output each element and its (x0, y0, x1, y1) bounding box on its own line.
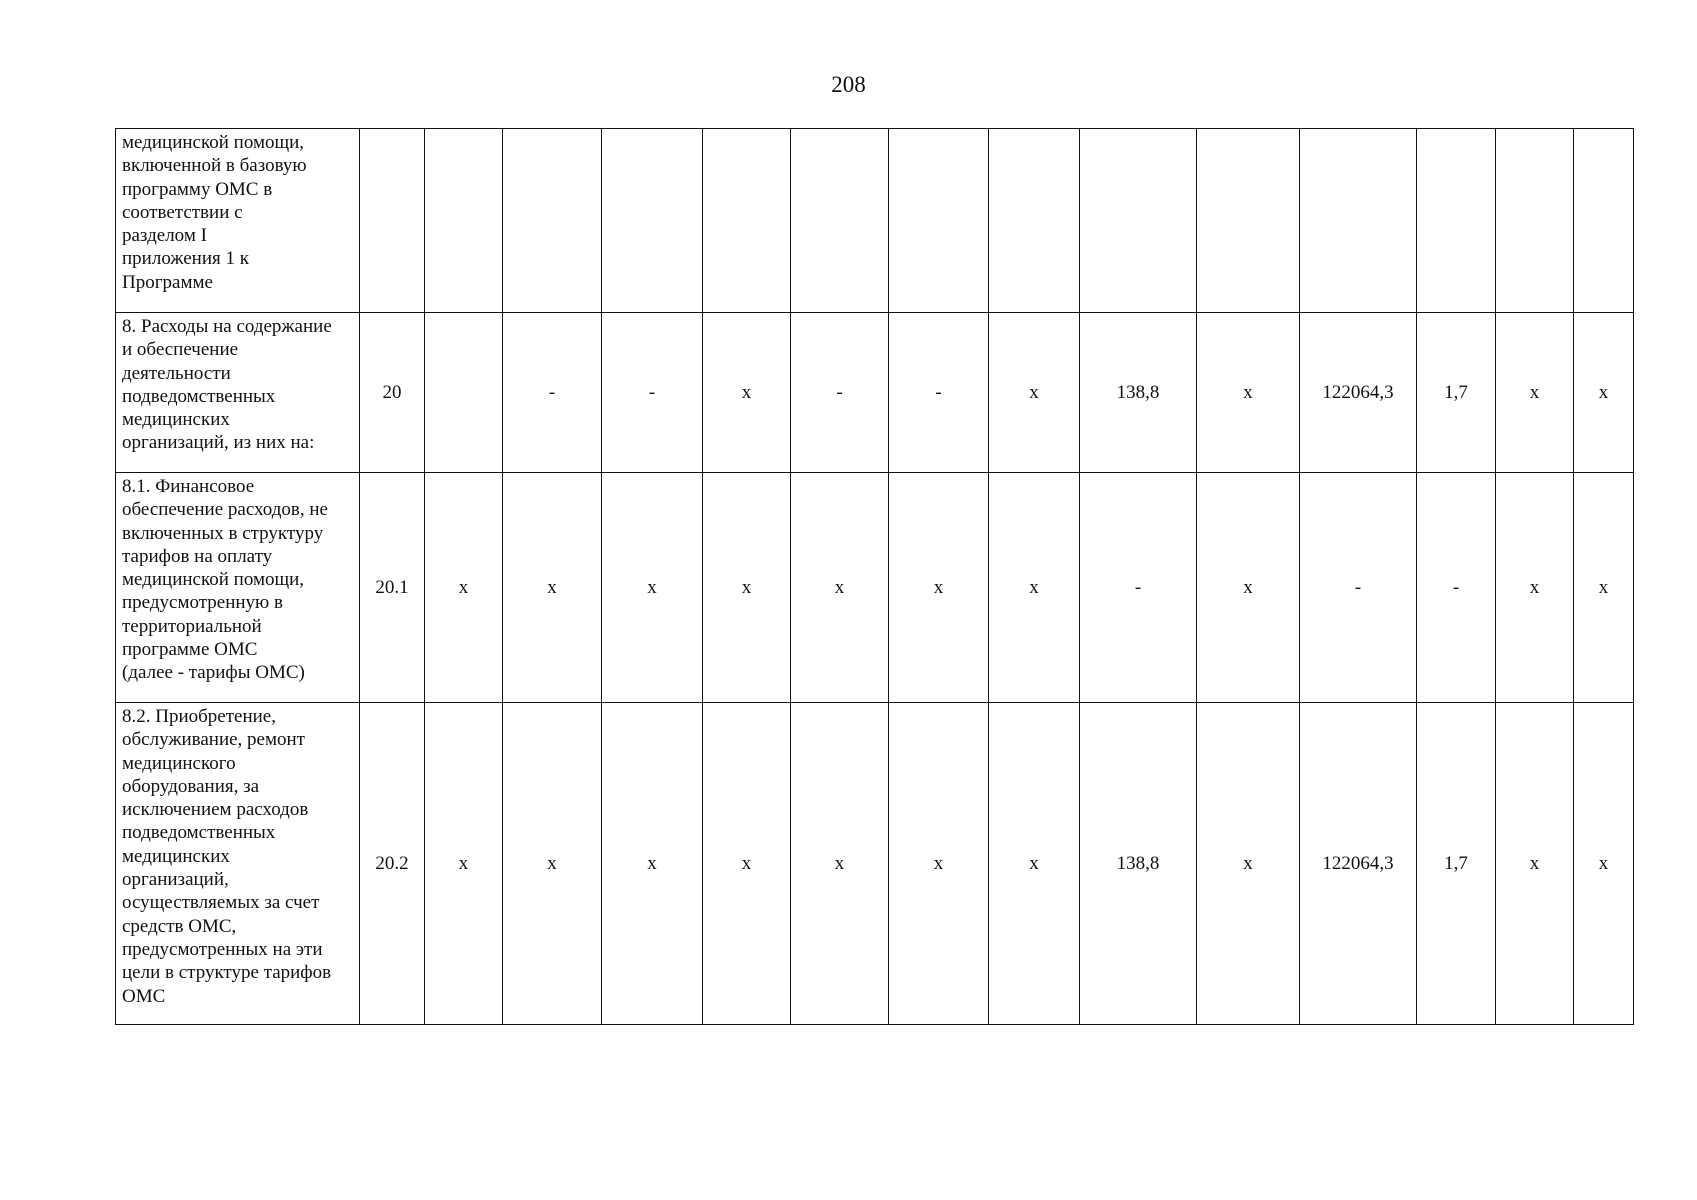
cell-c6: - (889, 313, 989, 473)
cell-c10: - (1300, 473, 1417, 703)
cell-c7: x (989, 473, 1080, 703)
cell-c8: 138,8 (1080, 703, 1197, 1025)
cell-c8: 138,8 (1080, 313, 1197, 473)
cell-c2: x (503, 703, 602, 1025)
row-description: 8.2. Приобретение, обслуживание, ремонт медицинского оборудования, за исключением расходов подведомственных медицинских организаций, осуществляемых за счет средств ОМС, предусмотренных на эти цели в структуре тарифов ОМС (116, 703, 360, 1025)
cell-c4: x (703, 313, 791, 473)
cell-c13: x (1574, 473, 1634, 703)
table-row (116, 703, 1634, 1025)
cell-c11 (1417, 129, 1496, 313)
cell-c11: 1,7 (1417, 703, 1496, 1025)
financing-table (115, 128, 1634, 1025)
cell-c5: - (791, 313, 889, 473)
page-number: 208 (831, 72, 866, 97)
cell-c4: x (703, 703, 791, 1025)
cell-c2 (503, 129, 602, 313)
cell-c1: x (425, 703, 503, 1025)
cell-c6: x (889, 473, 989, 703)
cell-c7 (989, 129, 1080, 313)
cell-c4 (703, 129, 791, 313)
cell-c3 (602, 129, 703, 313)
cell-c3: - (602, 313, 703, 473)
row-code: 20 (360, 313, 425, 473)
cell-c6 (889, 129, 989, 313)
cell-c8: - (1080, 473, 1197, 703)
cell-c4: x (703, 473, 791, 703)
cell-c12: x (1496, 703, 1574, 1025)
cell-c9 (1197, 129, 1300, 313)
row-code: 20.2 (360, 703, 425, 1025)
cell-c10 (1300, 129, 1417, 313)
cell-c1: x (425, 473, 503, 703)
cell-c6: x (889, 703, 989, 1025)
cell-c10: 122064,3 (1300, 313, 1417, 473)
table-row (116, 313, 1634, 473)
row-code: 20.1 (360, 473, 425, 703)
cell-c13: x (1574, 703, 1634, 1025)
cell-c12: x (1496, 313, 1574, 473)
cell-c3: x (602, 473, 703, 703)
cell-c9: x (1197, 313, 1300, 473)
cell-c10: 122064,3 (1300, 703, 1417, 1025)
row-description: медицинской помощи, включенной в базовую программу ОМС в соответствии с разделом I приложения 1 к Программе (116, 129, 360, 313)
table-row (116, 129, 1634, 313)
table-row (116, 473, 1634, 703)
cell-c3: x (602, 703, 703, 1025)
cell-c2: - (503, 313, 602, 473)
cell-c9: x (1197, 703, 1300, 1025)
row-description: 8. Расходы на содержание и обеспечение деятельности подведомственных медицинских организаций, из них на: (116, 313, 360, 473)
cell-c5: x (791, 473, 889, 703)
cell-c1 (425, 129, 503, 313)
cell-c5 (791, 129, 889, 313)
row-code (360, 129, 425, 313)
cell-c5: x (791, 703, 889, 1025)
cell-c11: 1,7 (1417, 313, 1496, 473)
cell-c7: x (989, 703, 1080, 1025)
cell-c13 (1574, 129, 1634, 313)
cell-c7: x (989, 313, 1080, 473)
cell-c12 (1496, 129, 1574, 313)
cell-c12: x (1496, 473, 1574, 703)
cell-c8 (1080, 129, 1197, 313)
row-description: 8.1. Финансовое обеспечение расходов, не включенных в структуру тарифов на оплату медицинской помощи, предусмотренную в территориальной программе ОМС (далее - тарифы ОМС) (116, 473, 360, 703)
cell-c11: - (1417, 473, 1496, 703)
cell-c13: x (1574, 313, 1634, 473)
cell-c2: x (503, 473, 602, 703)
cell-c9: x (1197, 473, 1300, 703)
cell-c1 (425, 313, 503, 473)
